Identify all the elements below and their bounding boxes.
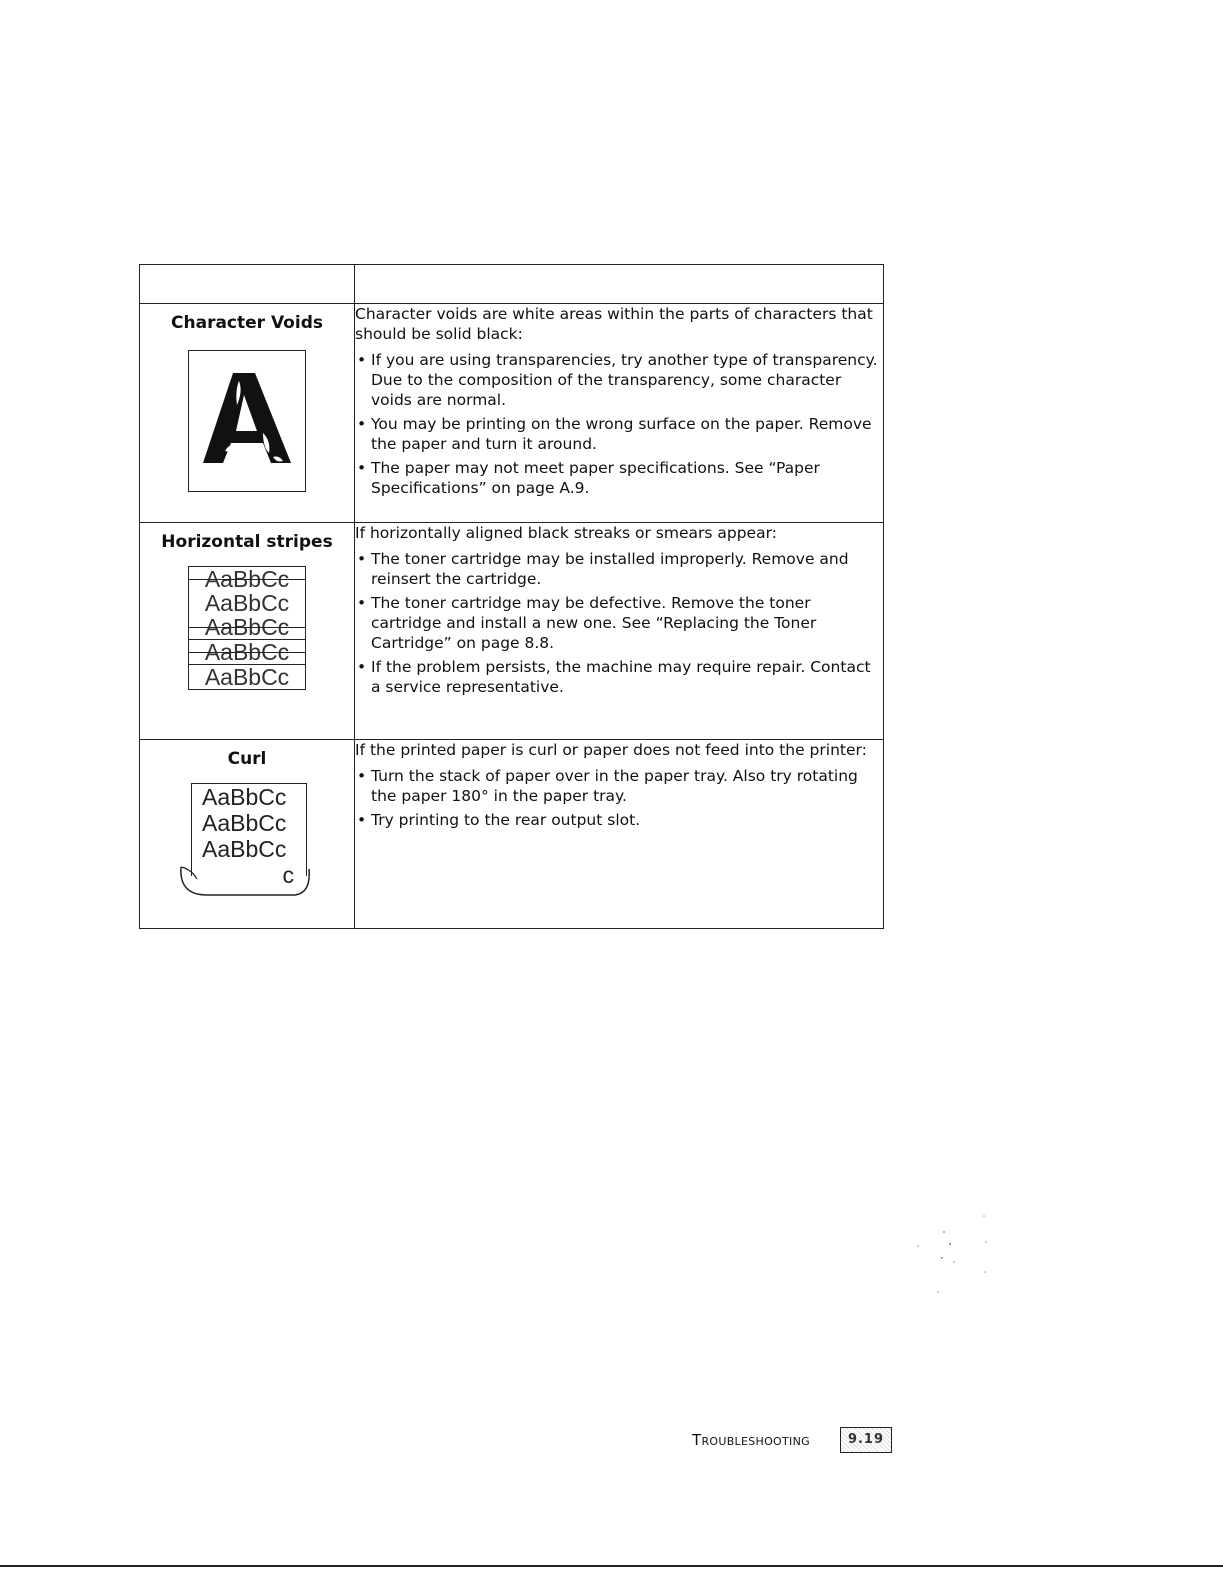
condition-cell bbox=[140, 304, 355, 523]
list-item: • The paper may not meet paper specifications. See “Paper Specifications” on page A.9. bbox=[355, 458, 883, 498]
solution-list bbox=[355, 549, 883, 697]
sample-line: AaBbCc bbox=[189, 567, 305, 591]
table-row bbox=[140, 740, 884, 929]
condition-cell bbox=[140, 740, 355, 929]
list-item: • The toner cartridge may be defective. Remove the toner cartridge and install a new one. See “Replacing the Toner Cartridge” on page 8.8. bbox=[355, 593, 883, 653]
solution-list bbox=[355, 350, 883, 498]
sample-line: AaBbCc bbox=[204, 590, 290, 616]
horizontal-stripes-sample bbox=[188, 566, 306, 690]
list-item: • Try printing to the rear output slot. bbox=[355, 810, 883, 830]
sample-line: AaBbCc bbox=[189, 615, 305, 639]
problem-title: Horizontal stripes bbox=[161, 532, 333, 552]
solution-cell bbox=[355, 304, 884, 523]
solution-intro: Character voids are white areas within the parts of characters that should be solid black: bbox=[355, 305, 873, 343]
solution-cell bbox=[355, 740, 884, 929]
problem-title: Curl bbox=[227, 749, 267, 769]
table-header-row bbox=[140, 265, 884, 304]
sample-line: AaBbCc bbox=[202, 784, 287, 810]
list-item: • The toner cartridge may be installed improperly. Remove and reinsert the cartridge. bbox=[355, 549, 883, 589]
curl-sample bbox=[177, 783, 317, 899]
solution-intro: If the printed paper is curl or paper does not feed into the printer: bbox=[355, 741, 867, 759]
sample-line: AaBbCc bbox=[189, 664, 305, 689]
voided-a-glyph bbox=[203, 373, 293, 468]
sample-line: c bbox=[282, 862, 294, 888]
sample-line: AaBbCc bbox=[202, 836, 287, 862]
solution-intro: If horizontally aligned black streaks or smears appear: bbox=[355, 524, 777, 542]
header-solution-cell bbox=[355, 265, 884, 304]
section-name: Troubleshooting bbox=[692, 1431, 810, 1449]
bottom-rule bbox=[0, 1565, 1223, 1567]
sample-line: AaBbCc bbox=[189, 639, 305, 664]
list-item: • If you are using transparencies, try another type of transparency. Due to the composition of the transparency, some character voids are normal. bbox=[355, 350, 883, 410]
list-item: • Turn the stack of paper over in the paper tray. Also try rotating the paper 180° in the paper tray. bbox=[355, 766, 883, 806]
table-row bbox=[140, 523, 884, 740]
scan-specks bbox=[914, 1212, 994, 1302]
problem-title: Character Voids bbox=[171, 313, 323, 333]
solution-cell bbox=[355, 523, 884, 740]
troubleshooting-table bbox=[139, 264, 884, 929]
solution-list bbox=[355, 766, 883, 830]
condition-cell bbox=[140, 523, 355, 740]
table-row bbox=[140, 304, 884, 523]
list-item: • If the problem persists, the machine may require repair. Contact a service representative. bbox=[355, 657, 883, 697]
character-voids-sample bbox=[188, 350, 306, 492]
header-condition-cell bbox=[140, 265, 355, 304]
page-number: 9.19 bbox=[840, 1427, 892, 1453]
curled-paper-edge bbox=[177, 865, 317, 899]
list-item: • You may be printing on the wrong surface on the paper. Remove the paper and turn it around. bbox=[355, 414, 883, 454]
curl-sample-box bbox=[191, 783, 307, 888]
sample-line: AaBbCc bbox=[202, 810, 287, 836]
page-footer bbox=[692, 1431, 810, 1449]
